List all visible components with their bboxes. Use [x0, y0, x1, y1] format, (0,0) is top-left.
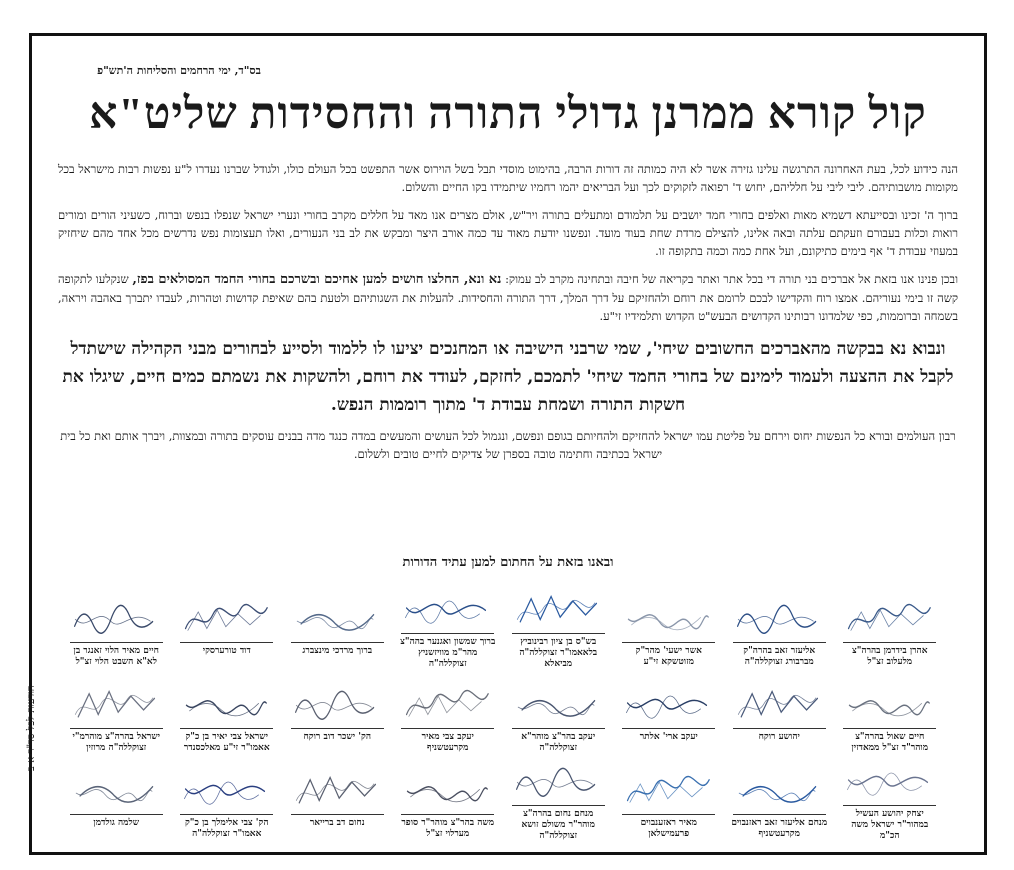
signature-line	[401, 633, 494, 634]
signature-scribble-icon	[71, 594, 162, 640]
signer-name: ברוך מרדכי מינצברג	[302, 646, 373, 656]
handwritten-signature	[181, 594, 272, 640]
signer-block	[289, 756, 386, 842]
signer-name: בש"ס בן ציון רבינוביץ בלאאמו"ר זצוקללה"ה מביאלא	[519, 637, 598, 669]
side-note: הודעות לכל סד"ר-א-ב	[26, 685, 37, 771]
handwritten-signature	[734, 594, 825, 640]
signature-line	[622, 814, 715, 815]
signature-scribble-icon	[402, 766, 493, 812]
signer-name: יעקב ארי' אלתר	[639, 732, 698, 742]
signatures-grid	[68, 584, 938, 842]
signer-block	[289, 584, 386, 670]
signer-name: מאיר ראזענבוים פרעמישלאן	[640, 818, 697, 839]
signer-block	[731, 670, 828, 756]
signature-line	[622, 728, 715, 729]
signature-scribble-icon	[292, 680, 383, 726]
document-title: קול קורא ממרנן גדולי התורה והחסידות שליט"א	[89, 89, 927, 138]
signer-name: הק' צבי אלימלך בן כ"ק אאמו"ר זצוקללה"ה	[184, 818, 269, 839]
signature-line	[401, 728, 494, 729]
signer-name: נחום דב ברייאר	[309, 818, 365, 828]
signature-line	[70, 728, 163, 729]
handwritten-signature	[844, 680, 935, 726]
handwritten-signature	[292, 766, 383, 812]
signature-line	[291, 814, 384, 815]
signature-scribble-icon	[402, 680, 493, 726]
signer-name: משה בהר"צ מוהר"ר סופר מערלוי זצ"ל	[401, 818, 495, 839]
handwritten-signature	[513, 757, 604, 803]
signature-line	[733, 814, 826, 815]
signature-scribble-icon	[623, 766, 714, 812]
signature-line	[180, 642, 273, 643]
signer-block	[842, 670, 939, 756]
document-body	[26, 36, 984, 852]
paragraph-2: ברוך ה' זכינו ובסייעתא דשמיא מאות ואלפים בחורי חמד יושבים על תלמודם ומתעלים בתורה ויר"ש, אולם מצרים אנו מאד על חללים מקרב בחורי ונערי ישראל שנפלו בנפש וברוח, כשעיני הורים ומורים רואות וכלות בעבורם וזעקתם עלתה ובאה אלינו, להצילם מרדת שחת בעוד מועד. ונפשנו יודעת מאוד עד כמה אורב היצר ומבקש את לב בני הנעורים, ואלו תעצומות נפש נדרשים מכל אחד מהם שיחזיק במעוזי עבודת ד' אף בימים כתיקונם, ועל אחת כמה וכמה בתקופה זו.	[58, 208, 958, 258]
signer-block	[510, 584, 607, 670]
signer-name: אהרן בידרמן בהרה"צ מלעלוב זצ"ל	[851, 646, 928, 667]
signer-block	[68, 670, 165, 756]
signatures-heading: ובאנו בזאת על החתום למען עתיד הדורות	[402, 555, 614, 570]
signature-scribble-icon	[734, 594, 825, 640]
signer-block	[68, 756, 165, 842]
handwritten-signature	[513, 585, 604, 631]
signature-scribble-icon	[71, 680, 162, 726]
handwritten-signature	[181, 680, 272, 726]
handwritten-signature	[623, 766, 714, 812]
paragraph-3	[58, 270, 958, 325]
handwritten-signature	[181, 766, 272, 812]
handwritten-signature	[623, 680, 714, 726]
signer-block	[621, 756, 718, 842]
signature-scribble-icon	[513, 757, 604, 803]
paragraph-3-rest: שנקלעו לתקופה קשה זו בימי נעוריהם. אמצו רוח והקדישו לבכם לרומם את רוחם ולהחזיקם על דרך המלך, דרך התורה והחסידות. להעלות את השגותיהם ולטעת בהם שאיפת קדושות וטהרות, לעבדו יתברך באהבה ויראה, בשמחה וברוממות, כפי שלמדונו רבותינו הקדושים הבעש"ט הקדוש ותלמידיו זי"ע.	[58, 272, 958, 323]
signature-line	[843, 728, 936, 729]
signature-line	[401, 814, 494, 815]
handwritten-signature	[844, 757, 935, 803]
signature-line	[180, 728, 273, 729]
signer-block	[731, 584, 828, 670]
handwritten-signature	[734, 680, 825, 726]
signer-block	[179, 756, 276, 842]
paragraph-3-lead: ובכן פנינו אנו בזאת אל אברכים בני תורה די בכל אתר ואתר בקריאה של חיבה ובתחינה מקרב לב עמוק:	[505, 272, 959, 286]
signature-scribble-icon	[181, 766, 272, 812]
signature-scribble-icon	[71, 766, 162, 812]
signature-line	[843, 805, 936, 806]
signature-line	[622, 642, 715, 643]
signer-name: יעקב צבי מאיר מקרעטשניף	[421, 732, 474, 753]
signer-block	[621, 670, 718, 756]
signature-line	[291, 642, 384, 643]
signer-name: חיים מאיר הלוי זאנגר בן לא"א השבט הלוי זצ"ל	[73, 646, 159, 667]
handwritten-signature	[292, 680, 383, 726]
signature-line	[512, 728, 605, 729]
signer-name: ישראל בהרה"צ מוהרמ"י זצוקללה"ה מרוזין	[72, 732, 161, 753]
handwritten-signature	[402, 680, 493, 726]
signer-block	[400, 670, 497, 756]
signer-name: ברוך שמשון ואגנער בהה"צ מהר"מ מוויזשניץ זצוקללה"ה	[400, 637, 496, 669]
paragraph-3-emphasis: נא ונא, החלצו חושים למען אחיכם ובשרכם בחורי החמד המסולאים בפז,	[132, 272, 502, 287]
document-frame	[26, 33, 987, 855]
document-text	[58, 160, 958, 473]
paragraph-4-request: ונבוא נא בבקשה מהאברכים החשובים שיחי', שמי שרבני הישיבה או המחנכים יציעו לו ללמוד ולסייע לבחורים מבני הקהילה שישתדל לקבל את ההצעה ולעמוד לימינם של בחורי החמד שיחי' לתמכם, לחזקם, לעודד את רוחם, ולהשקות את נשמתם כמים חיים, שיגלו את חשקות התורה ושמחת עבודת ד' מתוך רוממות הנפש.	[62, 339, 954, 415]
signature-scribble-icon	[513, 585, 604, 631]
signer-block	[179, 584, 276, 670]
signer-block	[842, 584, 939, 670]
signature-line	[512, 805, 605, 806]
signature-line	[291, 728, 384, 729]
handwritten-signature	[71, 594, 162, 640]
signature-scribble-icon	[844, 757, 935, 803]
signature-line	[843, 642, 936, 643]
signature-scribble-icon	[844, 680, 935, 726]
signer-block	[510, 670, 607, 756]
signer-block	[68, 584, 165, 670]
signature-scribble-icon	[734, 680, 825, 726]
signer-name: הק' ישכר דוב רוקח	[303, 732, 372, 742]
signature-scribble-icon	[623, 594, 714, 640]
signer-name: אליעזר זאב בהרה"ק מברבורג זצוקללה"ה	[743, 646, 816, 667]
handwritten-signature	[71, 680, 162, 726]
signer-block	[731, 756, 828, 842]
signature-line	[180, 814, 273, 815]
paragraph-5-blessing: רבון העולמים ובורא כל הנפשות יחוס וירחם על פליטת עמו ישראל להחזיקם ולהחיותם בגופם ונפשם, ונגמול לכל העושים והמעשים במדה כנגד מדה בבנים עוסקים בתורה ובמצוות, ויברך אותם ואת כל בית ישראל בכתיבה וחתימה טובה בספרן של צדיקים לחיים טובים ולשלום.	[60, 429, 956, 461]
handwritten-signature	[623, 594, 714, 640]
signature-scribble-icon	[292, 594, 383, 640]
signer-block	[289, 670, 386, 756]
signature-scribble-icon	[623, 680, 714, 726]
signer-name: יהושע רוקח	[758, 732, 800, 742]
signature-scribble-icon	[181, 680, 272, 726]
signer-block	[842, 756, 939, 842]
signature-scribble-icon	[734, 766, 825, 812]
signer-name: חיים שאול בהרה"צ מוהר"ד זצ"ל ממאדזין	[851, 732, 929, 753]
signer-block	[400, 584, 497, 670]
signer-block	[510, 756, 607, 842]
signature-scribble-icon	[292, 766, 383, 812]
handwritten-signature	[402, 585, 493, 631]
signer-block	[400, 756, 497, 842]
paragraph-1: הנה כידוע לכל, בעת האחרונה התרגשה עלינו גזירה אשר לא היה כמותה זה דורות הרבה, בהימוט מוסדי תבל בשל הוירוס אשר התפשט בכל העולם כולו, ולגודל שברנו נעדרו ל"ע נפשות רבות מישראל בכל מקומות מושבותיהם. ליבי ליבי על חלליהם, יחוש ד' רפואה לזקוקים לכך ועל הבריאים יהמו רחמיו שיתמידו בקו החיים והשלום.	[58, 162, 958, 194]
signature-line	[733, 728, 826, 729]
signature-scribble-icon	[402, 585, 493, 631]
handwritten-signature	[402, 766, 493, 812]
handwritten-signature	[292, 594, 383, 640]
signature-scribble-icon	[181, 594, 272, 640]
signer-name: מנחם נחום בהרה"צ מוהר"ר משולם זושא זצוקללה"ה	[521, 809, 595, 841]
signer-name: יצחק יהושע העשיל במהור"ר ישראל משה הכ"מ	[851, 809, 929, 841]
signer-name: שלמה גולדמן	[93, 818, 140, 828]
signature-scribble-icon	[844, 594, 935, 640]
header-note: בס"ד, ימי הרחמים והסליחות ה'תש"פ	[97, 64, 261, 77]
signature-scribble-icon	[513, 680, 604, 726]
signature-line	[70, 642, 163, 643]
signer-name: מנחם אליעזר זאב ראזנבוים מקרעטשניף	[731, 818, 828, 839]
signature-line	[733, 642, 826, 643]
signer-name: דוד טורערסקי	[202, 646, 251, 656]
signer-block	[621, 584, 718, 670]
signer-name: ישראל צבי יאיר בן כ"ק אאמו"ר זי"ע מאלכסנדר	[183, 732, 270, 753]
signature-line	[512, 633, 605, 634]
signature-line	[70, 814, 163, 815]
handwritten-signature	[844, 594, 935, 640]
signer-name: אשר ישעי' מהר"ק מזוטשקא זי"ע	[635, 646, 702, 667]
handwritten-signature	[71, 766, 162, 812]
signer-name: יעקב בהר"צ מוהר"א זצוקללה"ה	[521, 732, 596, 753]
handwritten-signature	[734, 766, 825, 812]
signer-block	[179, 670, 276, 756]
handwritten-signature	[513, 680, 604, 726]
